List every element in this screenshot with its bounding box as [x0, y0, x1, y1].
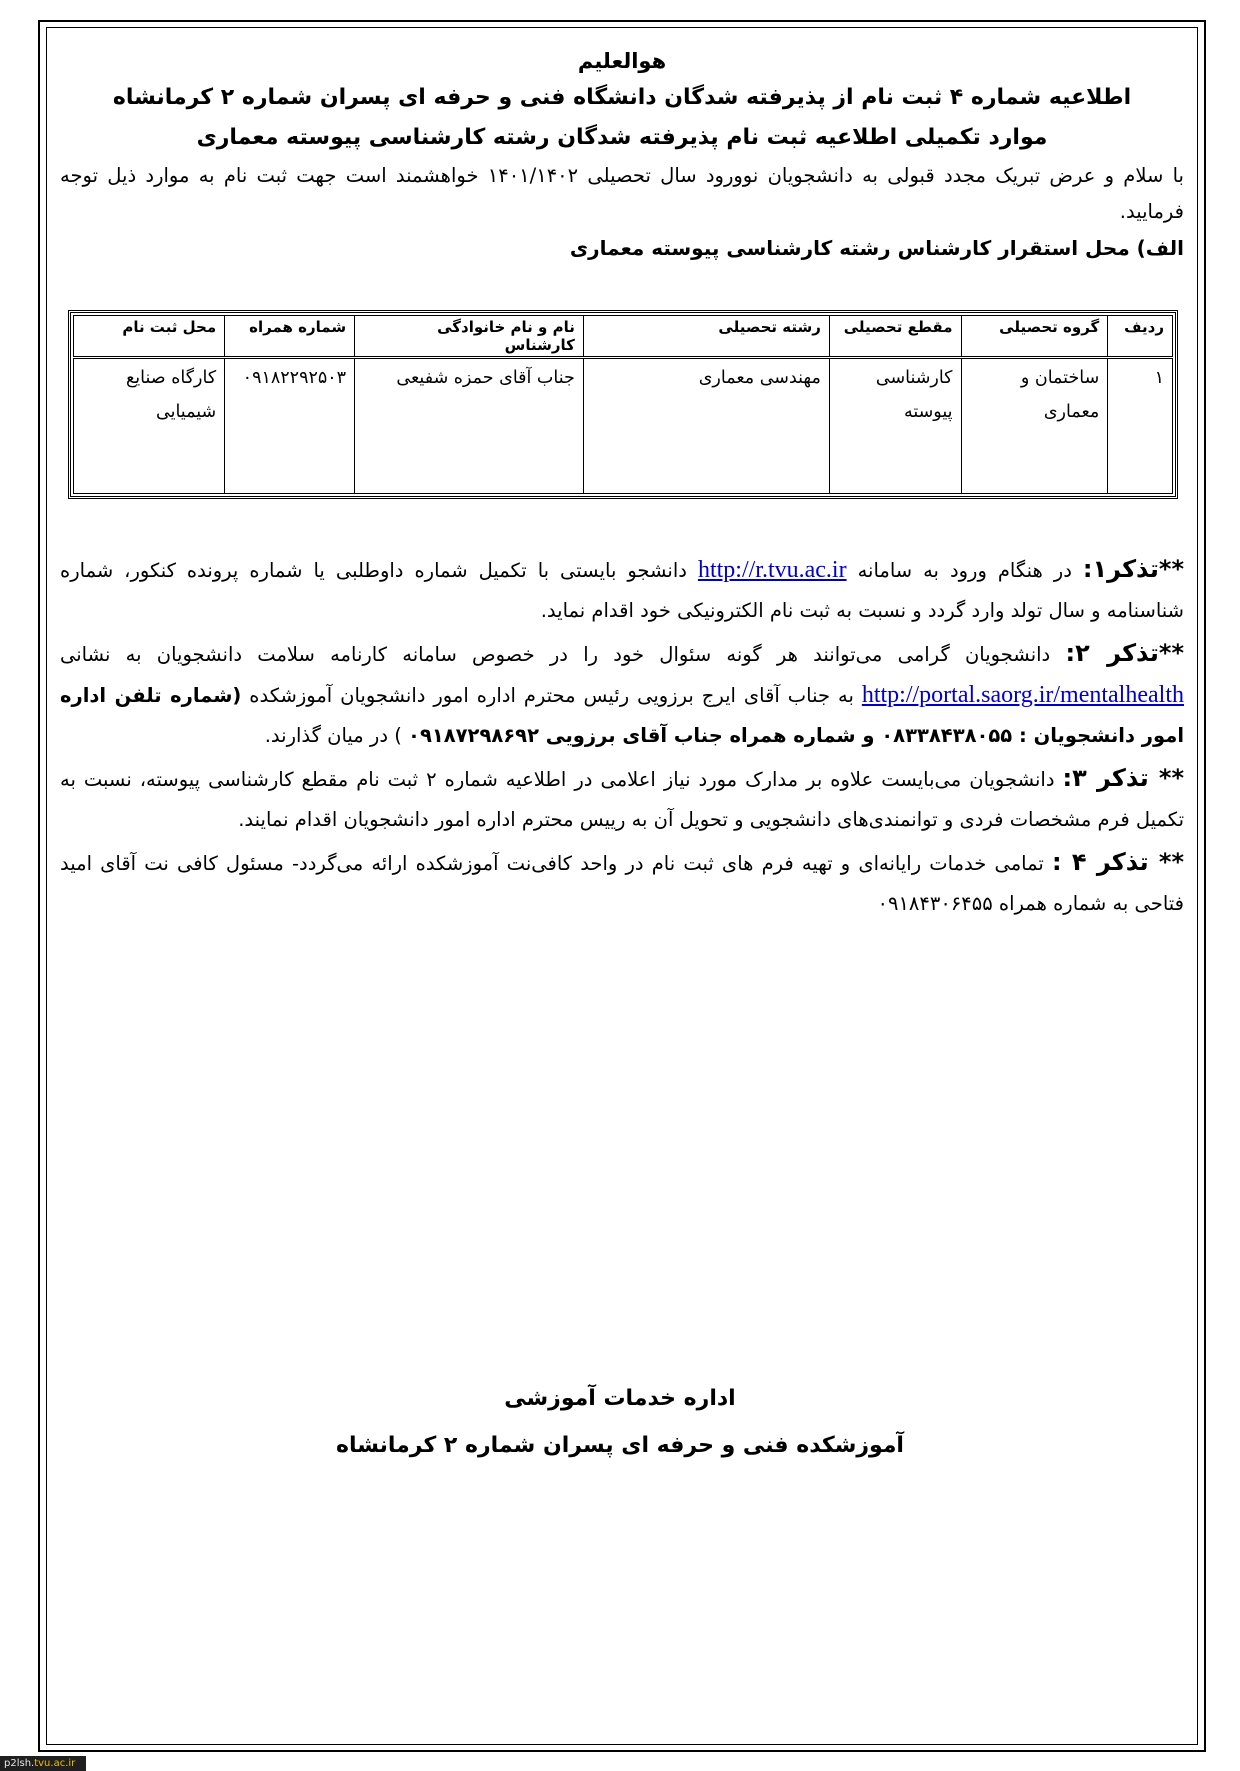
note-2 [60, 633, 1184, 756]
note-1-label: **تذکر۱: [1082, 555, 1185, 583]
header-row-number: ردیف [1108, 316, 1173, 358]
header-group: گروه تحصیلی [961, 316, 1108, 358]
expert-table-frame [68, 310, 1178, 499]
intro-paragraph: با سلام و عرض تبریک مجدد قبولی به دانشجویان نوورود سال تحصیلی ۱۴۰۱/۱۴۰۲ خواهشمند است جهت ثبت نام به موارد ذیل توجه فرمایید. [60, 164, 1184, 223]
header-level: مقطع تحصیلی [829, 316, 961, 358]
expert-table [73, 315, 1173, 494]
site-watermark-badge [0, 1756, 86, 1771]
announcement-title: اطلاعیه شماره ۴ ثبت نام از پذیرفته شدگان دانشگاه فنی و حرفه ای پسران شماره ۲ کرمانشاه [112, 85, 1132, 110]
note-2-phone-info: (شماره تلفن اداره امور دانشجویان : ۰۸۳۳۸۴۳۸۰۵۵ و شماره همراه جناب آقای برزویی ۰۹۱۸۷۲۹۸۶۹۲ [60, 684, 1184, 747]
cell-place: کارگاه صنایع شیمیایی [74, 358, 225, 494]
badge-domain: tvu.ac.ir [34, 1758, 76, 1769]
note-2-label: **تذکر ۲: [1065, 639, 1185, 667]
header-expert: نام و نام خانوادگی کارشناس [355, 316, 584, 358]
note-2-text-c: ) در میان گذارند. [264, 724, 402, 747]
note-1-text-a: در هنگام ورود به سامانه [857, 559, 1072, 582]
table-row [74, 358, 1173, 494]
note-3 [60, 758, 1184, 840]
header-field: رشته تحصیلی [583, 316, 829, 358]
notes-section [60, 549, 1184, 924]
note-2-text-a: دانشجویان گرامی می‌توانند هر گونه سئوال خود را در خصوص سامانه کارنامه سلامت دانشجویان به نشانی [60, 643, 1051, 666]
note-3-label: ** تذکر ۳: [1062, 764, 1184, 792]
note-4-label: ** تذکر ۴ : [1051, 848, 1184, 876]
note-4 [60, 842, 1184, 924]
cell-group: ساختمان و معماری [961, 358, 1108, 494]
invocation: هوالعلیم [577, 49, 667, 73]
header-place: محل ثبت نام [74, 316, 225, 358]
signature-office: اداره خدمات آموزشی [504, 1386, 736, 1411]
table-header-row [74, 316, 1173, 358]
note-2-link[interactable]: http://portal.saorg.ir/mentalhealth [861, 682, 1184, 708]
header-phone: شماره همراه [225, 316, 355, 358]
cell-expert: جناب آقای حمزه شفیعی [355, 358, 584, 494]
note-1-link[interactable]: http://r.tvu.ac.ir [697, 557, 847, 583]
announcement-subtitle: موارد تکمیلی اطلاعیه ثبت نام پذیرفته شدگان رشته کارشناسی پیوسته معماری [196, 125, 1048, 150]
note-3-text: دانشجویان می‌بایست علاوه بر مدارک مورد نیاز اعلامی در اطلاعیه شماره ۲ ثبت نام مقطع کارشناسی پیوسته، نسبت به تکمیل فرم مشخصات فردی و توانمندی‌های دانشجویی و تحویل آن به رییس محترم اداره امور دانشجویان اقدام نمایند. [60, 768, 1184, 831]
cell-phone: ۰۹۱۸۲۲۹۲۵۰۳ [225, 358, 355, 494]
document-body [60, 40, 1184, 926]
note-2-text-b: به جناب آقای ایرج برزویی رئیس محترم اداره امور دانشجویان آموزشکده [249, 684, 854, 707]
cell-field: مهندسی معماری [583, 358, 829, 494]
note-1 [60, 549, 1184, 631]
section-a-title: الف) محل استقرار کارشناس رشته کارشناسی پیوسته معماری [569, 236, 1184, 260]
note-1-text-b: دانشجو بایستی با تکمیل شماره داوطلبی یا شماره پرونده کنکور، شماره شناسنامه و سال تولد وارد گردد و نسبت به ثبت نام الکترونیکی خود اقدام نماید. [60, 559, 1184, 622]
badge-prefix: p2lsh. [4, 1758, 35, 1769]
note-4-text: تمامی خدمات رایانه‌ای و تهیه فرم های ثبت نام در واحد کافی‌نت آموزشکده ارائه می‌گردد- مسئول کافی نت آقای امید فتاحی به شماره همراه ۰۹۱۸۴۳۰۶۴۵۵ [60, 852, 1184, 915]
cell-level: کارشناسی پیوسته [829, 358, 961, 494]
signature-college: آموزشکده فنی و حرفه ای پسران شماره ۲ کرمانشاه [336, 1433, 904, 1458]
cell-row-number: ۱ [1108, 358, 1173, 494]
